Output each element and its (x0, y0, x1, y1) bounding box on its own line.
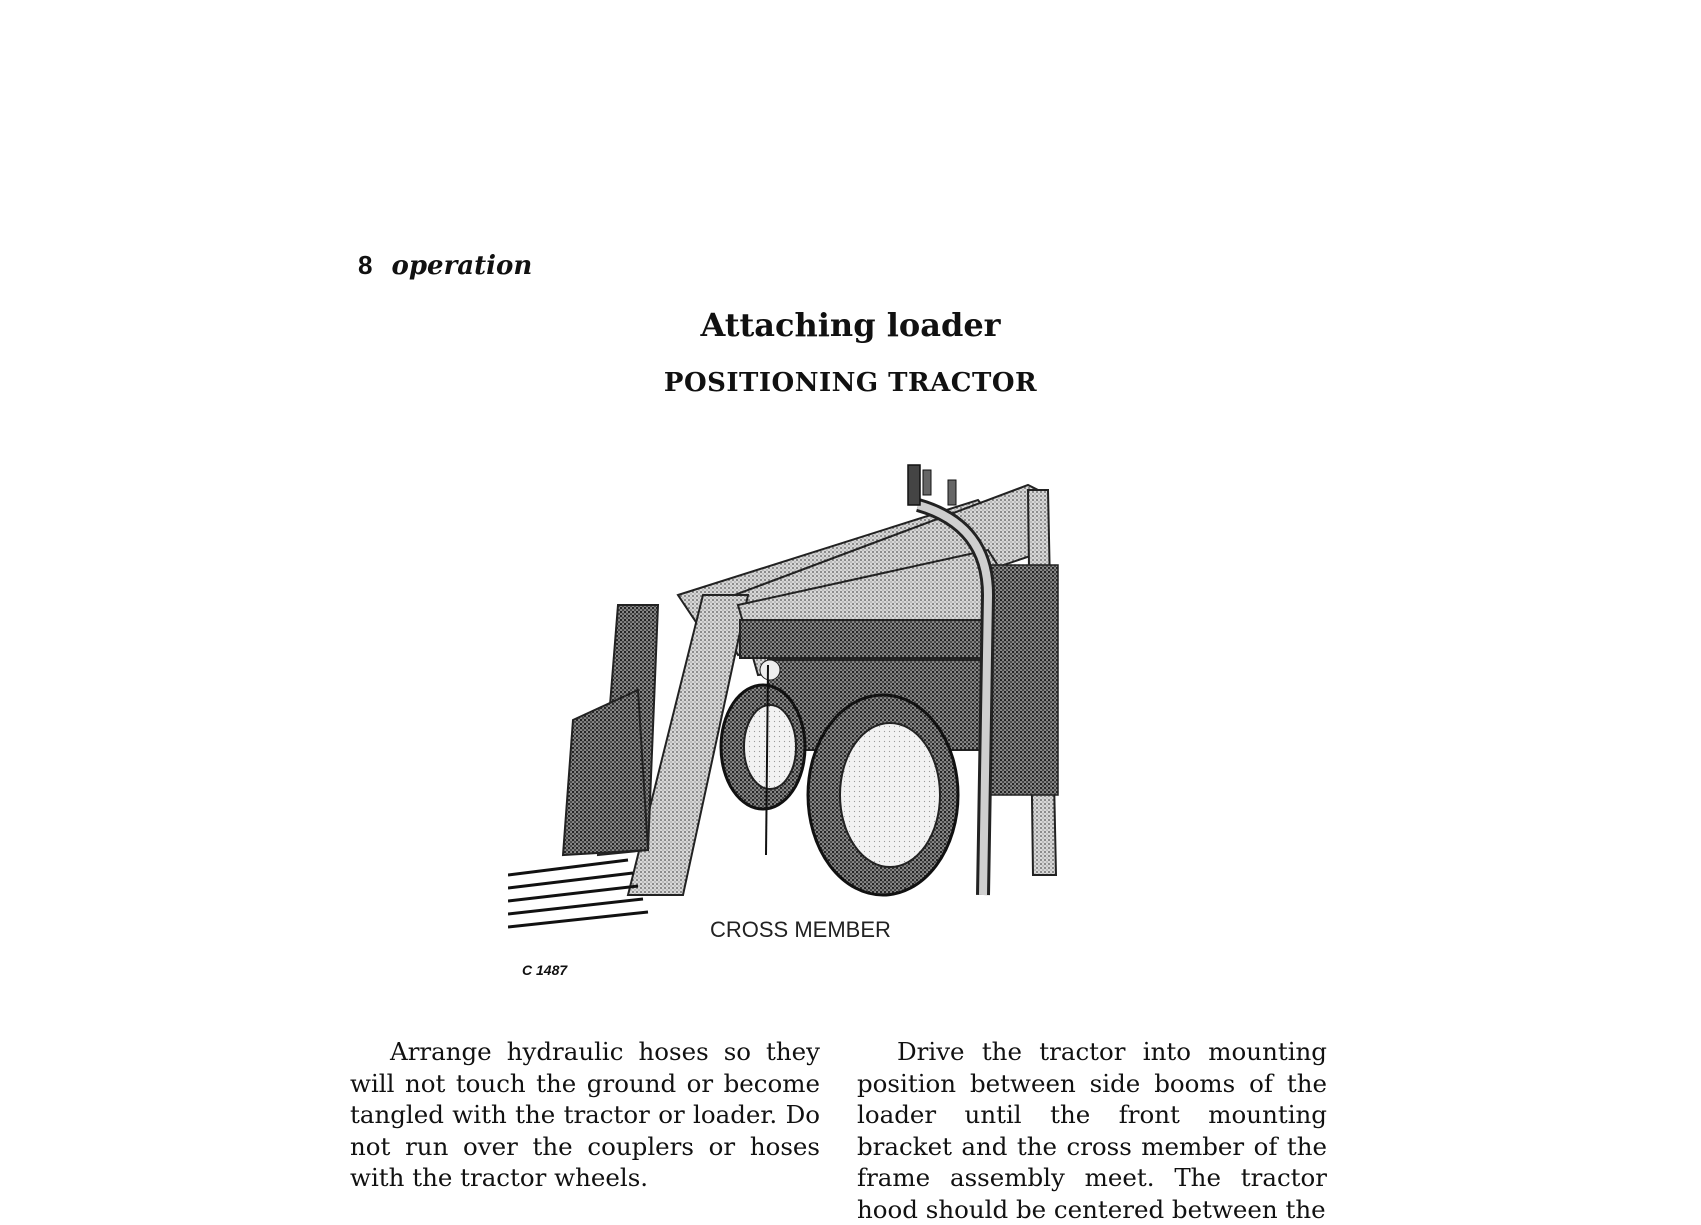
tractor-rear (988, 565, 1058, 795)
body-column-left (350, 1036, 820, 1194)
valve-lever (948, 480, 956, 505)
fork-tine-4 (508, 899, 643, 914)
section-name: operation (391, 251, 533, 281)
paragraph-hoses: Arrange hydraulic hoses so they will not touch the ground or become tangled with the tractor or loader. Do not run over the couplers or hoses with the tractor wheels. (350, 1037, 820, 1192)
page-title (0, 306, 1701, 344)
section-subtitle: POSITIONING TRACTOR (663, 368, 1038, 398)
front-wheel-right-hub (840, 723, 940, 867)
cross-member (740, 620, 990, 658)
page-number: 8 (358, 250, 373, 280)
figure-code: C 1487 (522, 962, 568, 978)
fork-tine-2 (508, 873, 633, 888)
page-header (358, 250, 532, 281)
front-wheel-left-hub (744, 705, 796, 789)
boom-plate (760, 660, 780, 680)
valve-stem (908, 465, 920, 505)
paragraph-drive-tractor: Drive the tractor into mounting position between side booms of the loader until the front mounting bracket and the cross member of the frame assembly meet. The tractor hood should be centered between the (857, 1037, 1327, 1224)
fork-tine-5 (508, 912, 648, 927)
page-title-text: Attaching loader (700, 306, 1001, 344)
body-column-right (857, 1036, 1327, 1225)
tractor-loader-illustration (508, 455, 1158, 985)
fork-tine-1 (508, 860, 628, 875)
callout-label-cross-member: CROSS MEMBER (710, 917, 891, 942)
fork-tine-3 (508, 886, 638, 901)
valve-handle (923, 470, 931, 495)
fork-frame (563, 690, 648, 855)
